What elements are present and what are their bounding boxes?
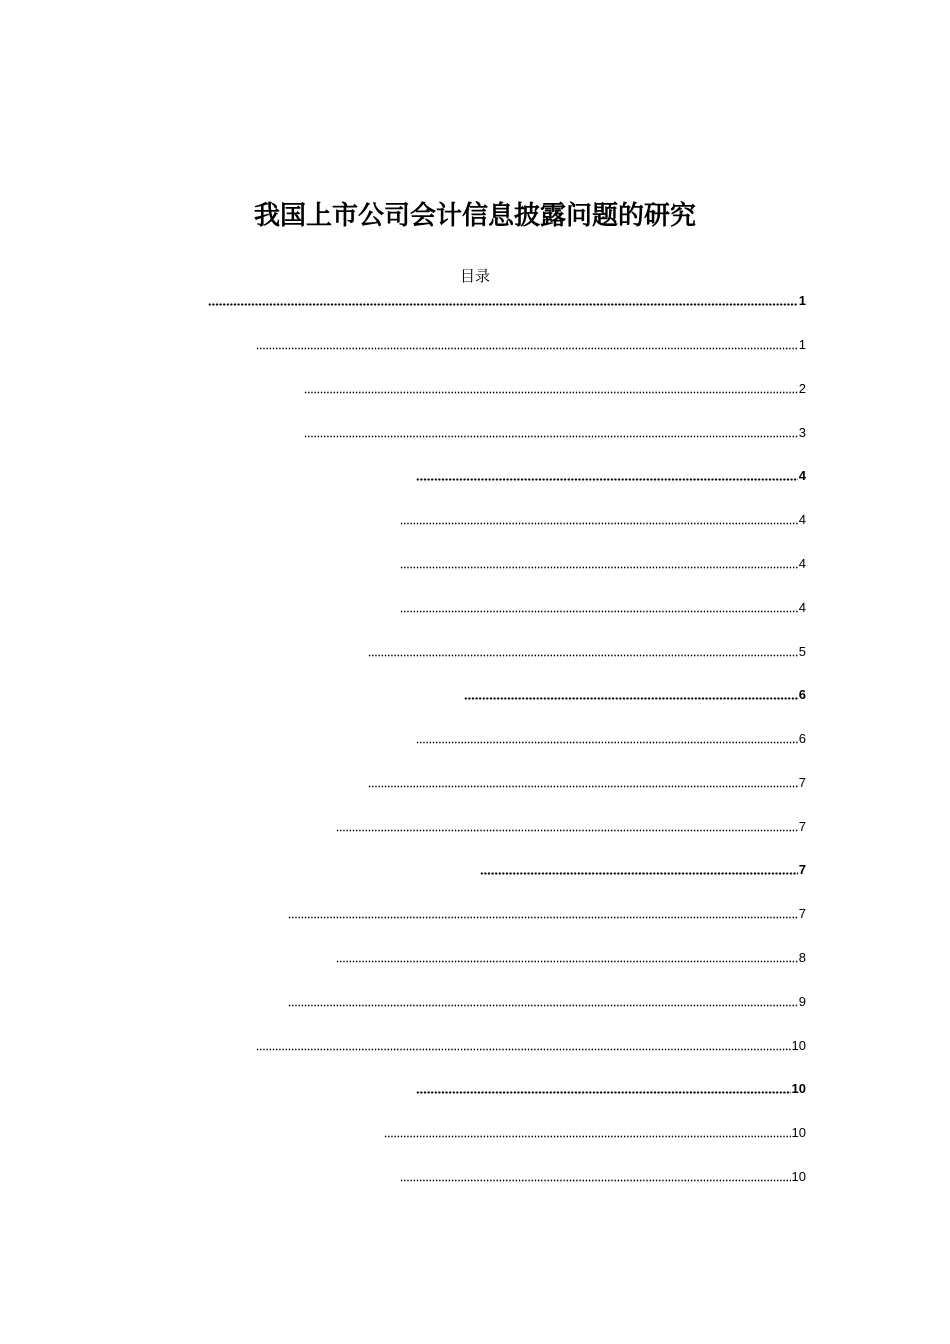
toc-entry[interactable]	[400, 600, 806, 616]
toc-dot-leader	[256, 1039, 791, 1051]
toc-page-number: 8	[798, 950, 806, 965]
toc-page-number: 10	[791, 1038, 806, 1053]
toc-entry[interactable]	[304, 381, 806, 397]
toc-page-number: 10	[791, 1169, 806, 1184]
toc-dot-leader	[368, 776, 798, 788]
toc-dot-leader	[336, 951, 798, 963]
toc-entry[interactable]	[288, 994, 806, 1010]
toc-dot-leader	[400, 513, 798, 525]
toc-page-number: 4	[798, 468, 806, 483]
toc-entry[interactable]	[368, 775, 806, 791]
toc-entry[interactable]	[336, 819, 806, 835]
toc-page-number: 4	[798, 556, 806, 571]
toc-entry[interactable]	[400, 512, 806, 528]
toc-entry[interactable]	[480, 862, 806, 878]
toc-entry[interactable]	[336, 950, 806, 966]
toc-entry[interactable]	[416, 731, 806, 747]
toc-entry[interactable]	[304, 425, 806, 441]
toc-entry[interactable]	[384, 1125, 806, 1141]
toc-dot-leader	[368, 645, 798, 657]
toc-dot-leader	[384, 1126, 791, 1138]
toc-dot-leader	[288, 907, 798, 919]
toc-page-number: 4	[798, 512, 806, 527]
toc-page-number: 10	[791, 1081, 806, 1096]
toc-page-number: 3	[798, 425, 806, 440]
toc-entry[interactable]	[400, 556, 806, 572]
toc-page-number: 6	[798, 731, 806, 746]
toc-dot-leader	[288, 995, 798, 1007]
toc-page-number: 1	[798, 293, 806, 308]
toc-page-number: 7	[798, 775, 806, 790]
toc-dot-leader	[464, 688, 798, 700]
document-title: 我国上市公司会计信息披露问题的研究	[253, 201, 696, 231]
toc-heading: 目录	[459, 267, 490, 285]
toc-entry[interactable]	[400, 1169, 806, 1185]
toc-page-number: 2	[798, 381, 806, 396]
toc-entry[interactable]	[416, 1081, 806, 1097]
toc-page-number: 10	[791, 1125, 806, 1140]
toc-dot-leader	[336, 820, 798, 832]
toc-page-number: 5	[798, 644, 806, 659]
toc-dot-leader	[208, 294, 798, 306]
toc-dot-leader	[416, 732, 798, 744]
toc-page-number: 7	[798, 906, 806, 921]
toc-page-number: 9	[798, 994, 806, 1009]
toc-dot-leader	[480, 863, 798, 875]
toc-dot-leader	[400, 1170, 791, 1182]
toc-entry[interactable]	[368, 644, 806, 660]
toc-page-number: 6	[798, 687, 806, 702]
toc-entry[interactable]	[464, 687, 806, 703]
toc-dot-leader	[256, 338, 798, 350]
toc-dot-leader	[304, 382, 798, 394]
toc-entry[interactable]	[416, 468, 806, 484]
toc-dot-leader	[304, 426, 798, 438]
toc-dot-leader	[400, 601, 798, 613]
toc-entry[interactable]	[208, 293, 806, 309]
toc-dot-leader	[400, 557, 798, 569]
toc-page-number: 7	[798, 819, 806, 834]
toc-entry[interactable]	[256, 1038, 806, 1054]
toc-entry[interactable]	[288, 906, 806, 922]
toc-dot-leader	[416, 1082, 791, 1094]
toc-page-number: 4	[798, 600, 806, 615]
toc-page-number: 1	[798, 337, 806, 352]
toc-entry[interactable]	[256, 337, 806, 353]
toc-page-number: 7	[798, 862, 806, 877]
toc-dot-leader	[416, 469, 798, 481]
